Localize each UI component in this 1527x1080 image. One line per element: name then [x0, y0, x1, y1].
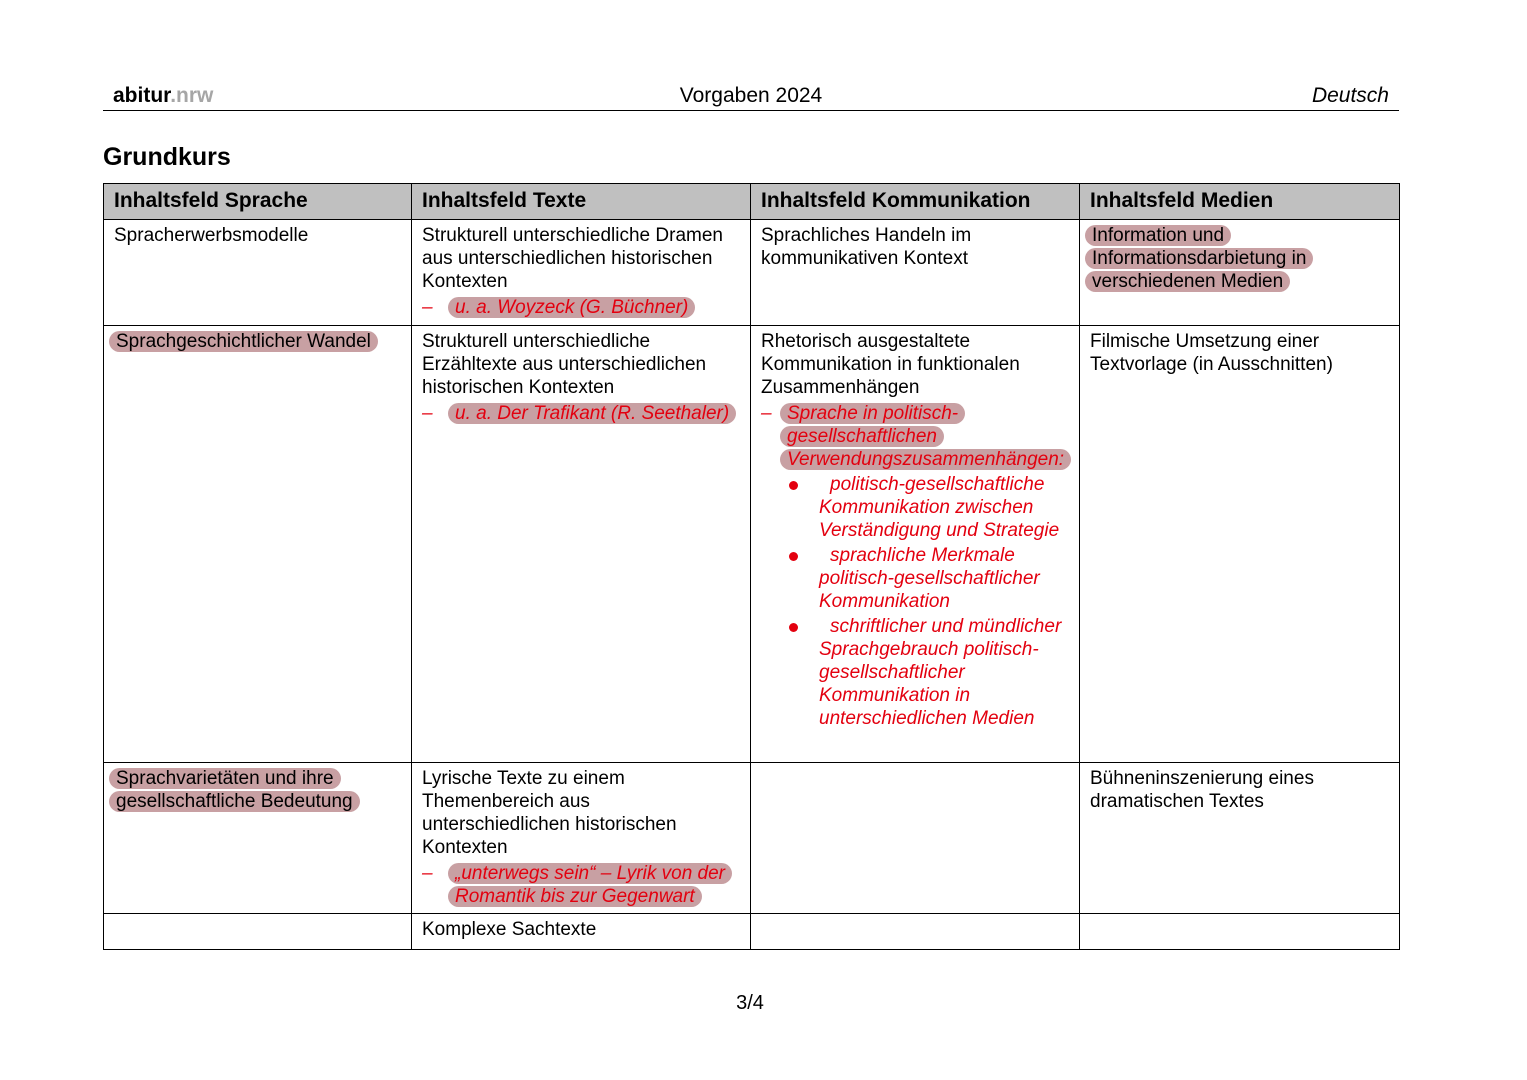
cell-text: Strukturell unterschiedliche Dramen aus unterschiedlichen historischen Kontexten — [422, 225, 723, 292]
cell-texte — [412, 763, 751, 914]
dash-marker: – — [422, 403, 433, 424]
dash-marker: – — [422, 863, 433, 884]
cell-text: Strukturell unterschiedliche Erzähltexte aus unterschiedlichen historischen Kontexten — [422, 331, 707, 398]
table-row — [104, 763, 1400, 914]
table-row — [104, 914, 1400, 950]
table-row — [104, 220, 1400, 326]
cell-medien — [1080, 763, 1400, 914]
highlighted-text: „unterwegs sein“ – Lyrik von der Romantik bis zur Gegenwart — [448, 863, 732, 907]
list-item-text: politisch-gesellschaftliche Kommunikation zwischen Verständigung und Strategie — [819, 474, 1060, 541]
sub-item — [422, 296, 741, 319]
sub-item — [761, 402, 1070, 471]
bullet-dot-icon — [789, 623, 798, 632]
page-number: 3/4 — [736, 992, 764, 1014]
cell-text: Komplexe Sachtexte — [422, 919, 597, 940]
bullet-list — [785, 473, 1070, 730]
brand-suffix: .nrw — [170, 84, 214, 107]
cell-text: Filmische Umsetzung einer Textvorlage (in Ausschnitten) — [1090, 331, 1333, 375]
bullet-dot-icon — [789, 481, 798, 490]
cell-sprache — [104, 326, 412, 763]
content-table — [103, 183, 1400, 950]
brand-main: abitur — [113, 84, 171, 107]
highlighted-text: Sprachgeschichtlicher Wandel — [109, 331, 378, 352]
page-header — [103, 82, 1399, 111]
cell-texte — [412, 220, 751, 326]
sub-item — [422, 862, 741, 908]
cell-medien — [1080, 914, 1400, 950]
dash-marker: – — [422, 297, 433, 318]
cell-kommunikation — [751, 326, 1080, 763]
highlighted-text: Information und Informationsdarbietung in verschiedenen Medien — [1085, 225, 1313, 292]
cell-text: Lyrische Texte zu einem Themenbereich aus unterschiedlichen historischen Kontexten — [422, 768, 677, 858]
list-item — [785, 473, 1070, 542]
cell-text: Sprachliches Handeln im kommunikativen Kontext — [761, 225, 972, 269]
cell-sprache — [104, 763, 412, 914]
cell-sprache — [104, 914, 412, 950]
cell-medien — [1080, 220, 1400, 326]
column-header-sprache: Inhaltsfeld Sprache — [104, 184, 412, 220]
list-item — [785, 544, 1070, 613]
list-item — [785, 615, 1070, 730]
cell-text: Rhetorisch ausgestaltete Kommunikation in funktionalen Zusammenhängen — [761, 331, 1020, 398]
highlighted-text: Sprache in politisch-gesellschaftlichen Verwendungszusammenhängen: — [780, 403, 1071, 470]
highlighted-text: u. a. Woyzeck (G. Büchner) — [448, 297, 695, 318]
sub-item — [422, 402, 741, 425]
cell-texte — [412, 914, 751, 950]
cell-kommunikation — [751, 220, 1080, 326]
cell-medien — [1080, 326, 1400, 763]
header-subject: Deutsch — [1311, 84, 1389, 107]
cell-texte — [412, 326, 751, 763]
highlighted-text: Sprachvarietäten und ihre gesellschaftliche Bedeutung — [109, 768, 360, 812]
cell-text: Spracherwerbsmodelle — [114, 225, 309, 246]
column-header-texte: Inhaltsfeld Texte — [412, 184, 751, 220]
section-title: Grundkurs — [103, 143, 231, 171]
header-center-title: Vorgaben 2024 — [679, 84, 823, 107]
bullet-dot-icon — [789, 552, 798, 561]
cell-sprache — [104, 220, 412, 326]
column-header-kommunikation: Inhaltsfeld Kommunikation — [751, 184, 1080, 220]
dash-marker: – — [761, 403, 772, 424]
column-header-medien: Inhaltsfeld Medien — [1080, 184, 1400, 220]
list-item-text: schriftlicher und mündlicher Sprachgebrauch politisch-gesellschaftlicher Kommunikation in unterschiedlichen Medien — [819, 616, 1062, 729]
highlighted-text: u. a. Der Trafikant (R. Seethaler) — [448, 403, 736, 424]
table-row — [104, 326, 1400, 763]
table-header-row — [104, 184, 1400, 220]
cell-kommunikation — [751, 763, 1080, 914]
cell-kommunikation — [751, 914, 1080, 950]
list-item-text: sprachliche Merkmale politisch-gesellschaftlicher Kommunikation — [819, 545, 1040, 612]
cell-text: Bühneninszenierung eines dramatischen Textes — [1090, 768, 1314, 812]
